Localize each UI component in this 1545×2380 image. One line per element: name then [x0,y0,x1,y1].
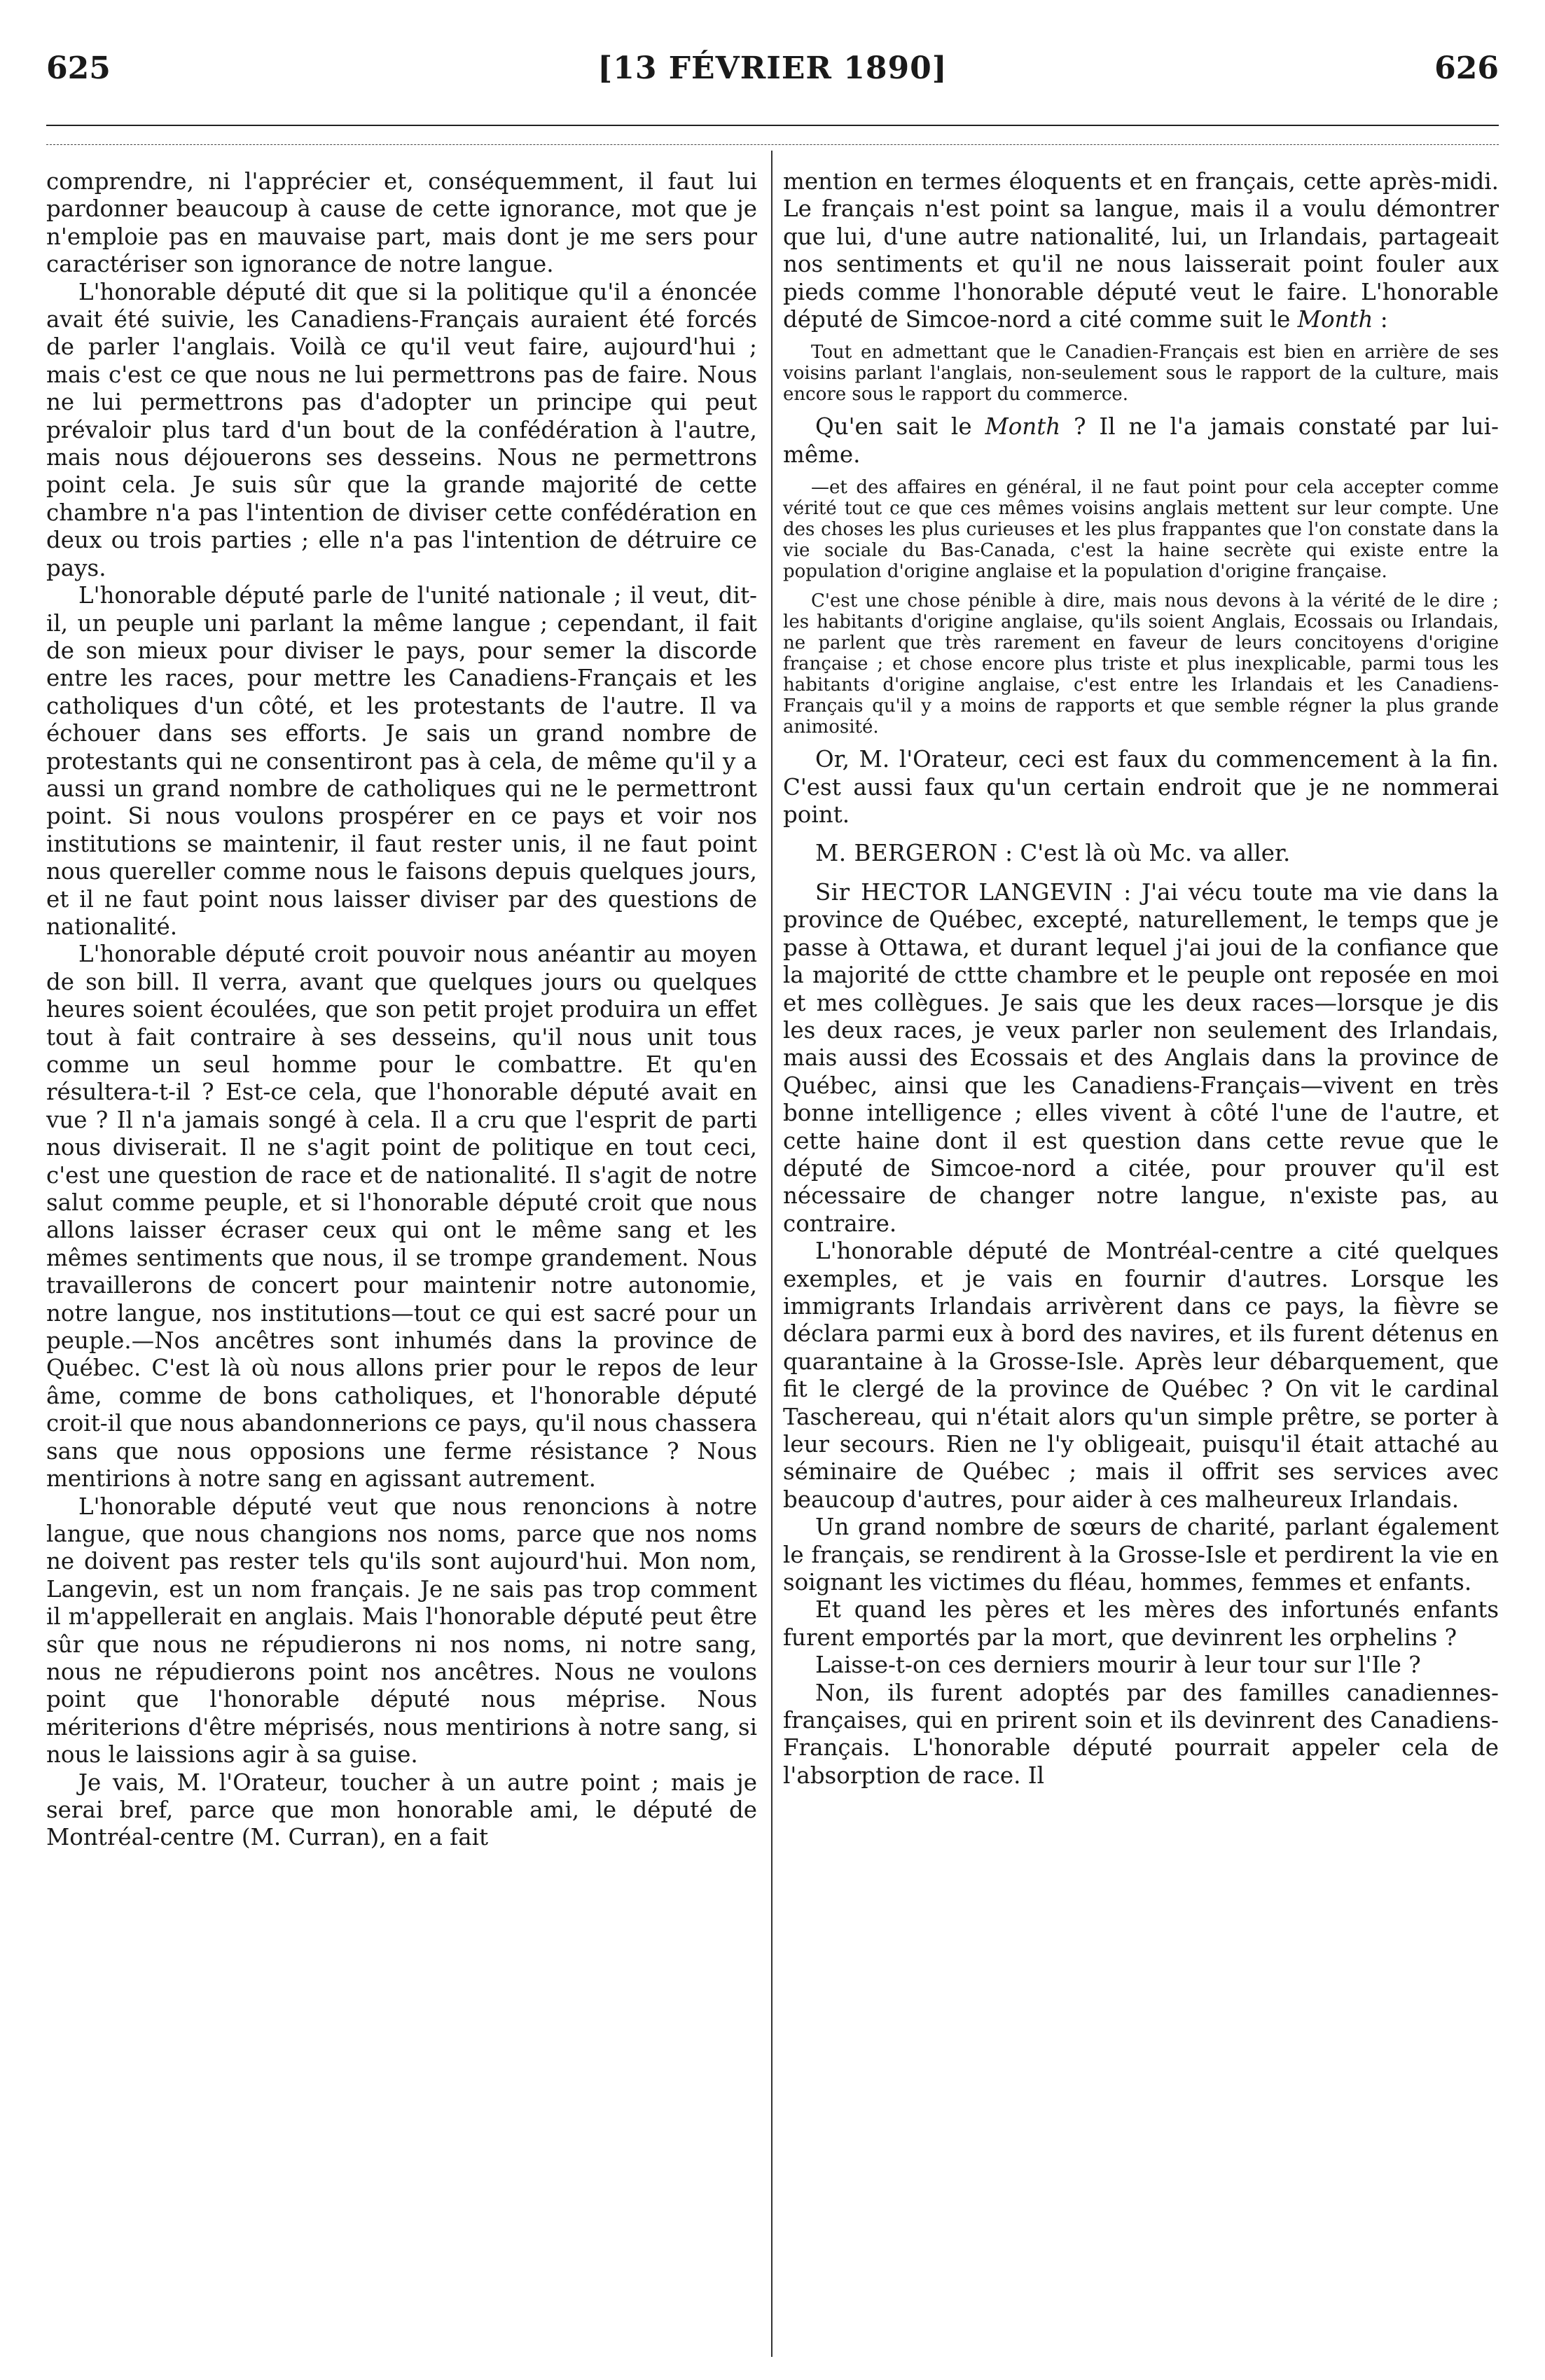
speech: : C'est là où Mc. va aller. [997,840,1291,867]
block-quote: Tout en admettant que le Canadien-Français est bien en arrière de ses voisins parlant l'anglais, non-seulement sous le rapport de la culture, mais encore sous le rapport du commerce. [783,342,1499,406]
speaker-paragraph [783,879,1499,1238]
paragraph [783,168,1499,333]
paragraph: L'honorable député de Montréal-centre a cité quelques exemples, et je vais en fournir d'autres. Lorsque les immigrants Irlandais arrivèrent dans ce pays, la fièvre se déclara parmi eux à bord des navires, et ils furent détenus en quarantaine à la Grosse-Isle. Après leur débarquement, que fit le clergé de la province de Québec ? On vit le cardinal Taschereau, qui n'était alors qu'un simple prêtre, se porter à leur secours. Rien ne l'y obligeait, puisqu'il était attaché au séminaire de Québec ; mais il offrit ses services avec beaucoup d'autres, pour aider à ces malheureux Irlandais. [783,1238,1499,1513]
paragraph: L'honorable député croit pouvoir nous anéantir au moyen de son bill. Il verra, avant que quelques jours ou quelques heures soient écoulées, que son petit projet produira un effet tout à fait contraire à ses desseins, qu'il nous unit tous comme un seul homme pour le combattre. Et qu'en résultera-t-il ? Est-ce cela, que l'honorable député avait en vue ? Il n'a jamais songé à cela. Il a cru que l'esprit de parti nous diviserait. Il ne s'agit point de politique en tout ceci, c'est une question de race et de nationalité. Il s'agit de notre salut comme peuple, et si l'honorable député croit que nous allons laisser écraser ceux qui ont le même sang et les mêmes sentiments que nous, il se trompe grandement. Nous travaillerons de concert pour maintenir notre autonomie, notre langue, nos institutions—tout ce qui est sacré pour un peuple.—Nos ancêtres sont inhumés dans la province de Québec. C'est là où nous allons prier pour le repos de leur âme, comme de bons catholiques, et l'honorable député croit-il que nous abandonnerions ce pays, qu'il nous chassera sans que nous opposions une ferme résistance ? Nous mentirions à notre sang en agissant autrement. [46,941,757,1493]
block-quote: C'est une chose pénible à dire, mais nous devons à la vérité de le dire ; les habitants d'origine anglaise, qu'ils soient Anglais, Ecossais ou Irlandais, ne parlent que très rarement en faveur de leurs concitoyens d'origine française ; et chose encore plus triste et plus inexplicable, parmi tous les habitants d'origine anglaise, c'est entre les Irlandais et les Canadiens-Français qu'il y a moins de rapports et que semble régner la plus grande animosité. [783,590,1499,738]
publication-title: Month [1297,306,1373,333]
page-number-right: 626 [1434,50,1499,86]
speaker-name: Sir HECTOR LANGEVIN [815,878,1114,906]
paragraph: Un grand nombre de sœurs de charité, parlant également le français, se rendirent à la Grosse-Isle et perdirent la vie en soignant les victimes du fléau, hommes, femmes et enfants. [783,1514,1499,1596]
column-divider [771,151,772,2357]
paragraph: Je vais, M. l'Orateur, toucher à un autre point ; mais je serai bref, parce que mon honorable ami, le député de Montréal-centre (M. Curran), en a fait [46,1769,757,1851]
paragraph: L'honorable député parle de l'unité nationale ; il veut, dit-il, un peuple uni parlant la même langue ; cependant, il fait de son mieux pour diviser le pays, pour semer la discorde entre les races, pour mettre les Canadiens-Français et les catholiques d'un côté, et les protestants de l'autre. Il va échouer dans ses efforts. Je sais un grand nombre de protestants qui ne consentiront pas à cela, de même qu'il y a aussi un grand nombre de catholiques qui ne le permettront point. Si nous voulons prospérer en ce pays et voir nos institutions se maintenir, il faut rester unis, il ne faut point nous quereller comme nous le faisons depuis quelques jours, et il ne faut point nous laisser diviser par des questions de nationalité. [46,582,757,940]
right-column [783,168,1499,2353]
speaker-name: M. BERGERON [815,840,998,867]
paragraph: comprendre, ni l'apprécier et, conséquemment, il faut lui pardonner beaucoup à cause de cette ignorance, mot que je n'emploie pas en mauvaise part, mais dont je me sers pour caractériser son ignorance de notre langue. [46,168,757,278]
block-quote: —et des affaires en général, il ne faut point pour cela accepter comme vérité tout ce que ces mêmes voisins anglais mettent sur leur compte. Une des choses les plus curieuses et les plus frappantes que l'on constate dans la vie sociale du Bas-Canada, c'est la haine secrète qui existe entre la population d'origine anglaise et la population d'origine française. [783,477,1499,583]
text: : [1373,306,1388,333]
publication-title: Month [985,413,1061,441]
text: mention en termes éloquents et en français, cette après-midi. Le français n'est point sa langue, mais il a voulu démontrer que lui, d'une autre nationalité, lui, un Irlandais, partageait nos sentiments et qu'il ne nous laisserait point fouler aux pieds comme l'honorable député veut le faire. L'honorable député de Simcoe-nord a cité comme suit le [783,168,1499,333]
text: Qu'en sait le [815,413,985,441]
paragraph: L'honorable député veut que nous renoncions à notre langue, que nous changions nos noms, parce que nos noms ne doivent pas rester tels qu'ils sont aujourd'hui. Mon nom, Langevin, est un nom français. Je ne sais pas trop comment il m'appellerait en anglais. Mais l'honorable député peut être sûr que nous ne répudierons ni nos noms, ni notre sang, nous ne répudierons point nos ancêtres. Nous ne voulons point que l'honorable député nous méprise. Nous mériterions d'être méprisés, nous mentirions à notre sang, si nous le laissions agir à sa guise. [46,1493,757,1769]
left-column [46,168,757,2353]
speaker-paragraph [783,840,1499,867]
paragraph: Laisse-t-on ces derniers mourir à leur tour sur l'Ile ? [815,1652,1421,1679]
text: ? Il ne l'a jamais constaté par lui-même. [783,413,1499,468]
paragraph [783,413,1499,469]
paragraph: Or, M. l'Orateur, ceci est faux du commencement à la fin. C'est aussi faux qu'un certain endroit que je ne nommerai point. [783,746,1499,829]
paragraph: Non, ils furent adoptés par des familles canadiennes-françaises, qui en prirent soin et ils devinrent des Canadiens-Français. L'honorable député pourrait appeler cela de l'absorption de race. Il [783,1679,1499,1789]
page-number-left: 625 [46,50,111,86]
paragraph: Et quand les pères et les mères des infortunés enfants furent emportés par la mort, que devinrent les orphelins ? [783,1596,1499,1651]
header-rule [46,125,1499,126]
header-date: [13 FÉVRIER 1890] [597,50,948,86]
header-rule-dashed [46,144,1499,145]
speech: : J'ai vécu toute ma vie dans la province de Québec, excepté, naturellement, le temps que je passe à Ottawa, et durant lequel j'ai joui de la confiance que la majorité de cttte chambre et le peuple ont reposée en moi et mes collègues. Je sais que les deux races—lorsque je dis les deux races, je veux parler non seulement des Irlandais, mais aussi des Ecossais et des Anglais dans la province de Québec, ainsi que les Canadiens-Français—vivent en très bonne intelligence ; elles vivent à côté l'une de l'autre, et cette haine dont il est question dans cette revue que le député de Simcoe-nord a citée, pour prouver qu'il est nécessaire de changer notre langue, n'existe pas, au contraire. [783,878,1499,1237]
page-header [46,50,1499,99]
paragraph: L'honorable député dit que si la politique qu'il a énoncée avait été suivie, les Canadiens-Français auraient été forcés de parler l'anglais. Voilà ce qu'il veut faire, aujourd'hui ; mais c'est ce que nous ne lui permettrons pas de faire. Nous ne lui permettrons pas d'adopter un principe qui peut prévaloir plus tard d'un bout de la confédération à l'autre, mais nous déjouerons ses desseins. Nous ne permettrons point cela. Je suis sûr que la grande majorité de cette chambre n'a pas l'intention de diviser cette confédération en deux ou trois parties ; elle n'a pas l'intention de détruire ce pays. [46,278,757,581]
